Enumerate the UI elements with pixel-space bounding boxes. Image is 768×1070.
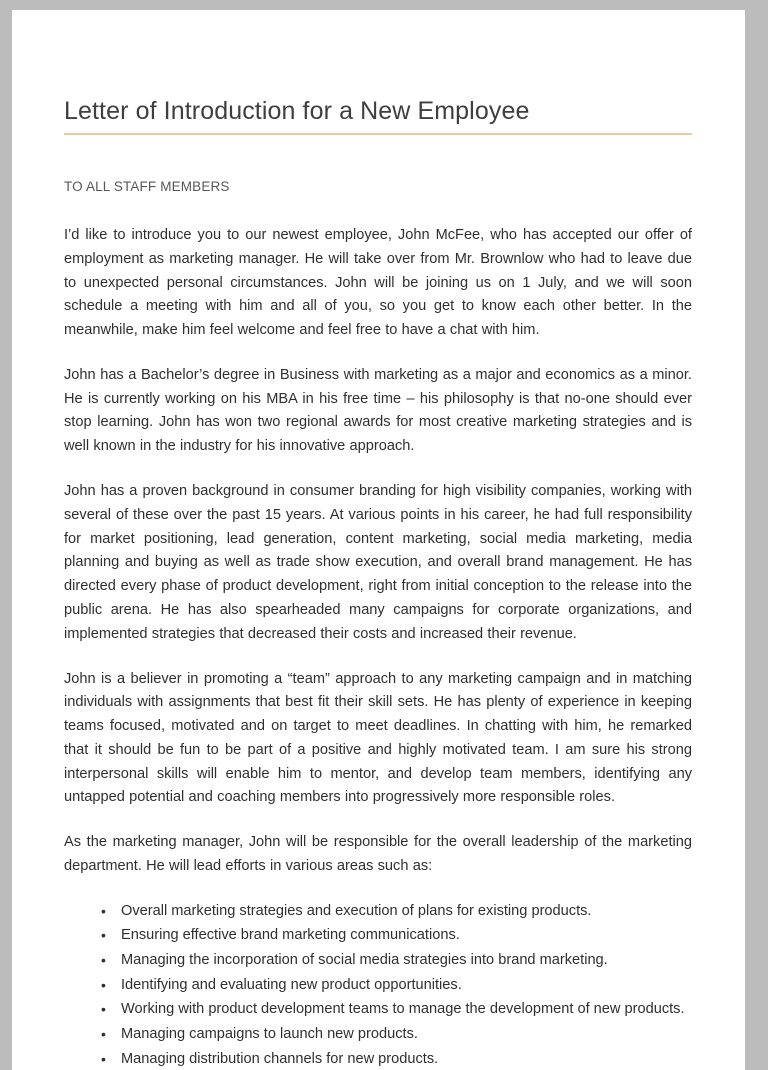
bullet-icon: • [101,952,106,969]
list-item [64,1023,692,1047]
list-item [64,974,692,998]
bullet-icon: • [101,927,106,944]
recipient-line: TO ALL STAFF MEMBERS [64,179,230,194]
list-item [64,949,692,973]
document-body [64,96,692,1070]
list-item-label: Identifying and evaluating new product opportunities. [121,976,462,993]
page-title: Letter of Introduction for a New Employee [64,97,530,125]
list-item [64,998,692,1022]
paragraph-intro: I’d like to introduce you to our newest employee, John McFee, who has accepted our offer of employment as marketing manager. He will take over from Mr. Brownlow who had to leave due to unexpected personal circumstances. John will be joining us on 1 July, and we will soon schedule a meeting with him and all of you, so you get to know each other better. In the meanwhile, make him feel welcome and feel free to have a chat with him. [64,227,692,339]
title-divider [64,133,692,135]
list-item [64,924,692,948]
list-item-label: Ensuring effective brand marketing communications. [121,927,460,944]
bullet-icon: • [101,1001,106,1018]
list-item-label: Working with product development teams to manage the development of new products. [121,1001,685,1018]
responsibilities-list [64,900,692,1070]
bullet-icon: • [101,1025,106,1042]
list-item-label: Managing distribution channels for new products. [121,1050,439,1067]
list-item-label: Overall marketing strategies and execution of plans for existing products. [121,902,592,919]
paragraph-education: John has a Bachelor’s degree in Business with marketing as a major and economics as a minor. He is currently working on his MBA in his free time – his philosophy is that no-one should ever stop learning. John has won two regional awards for most creative marketing strategies and is well known in the industry for his innovative approach. [64,366,692,455]
list-item-label: Managing the incorporation of social media strategies into brand marketing. [121,952,608,969]
list-item [64,900,692,924]
document-page [12,10,745,1070]
list-item-label: Managing campaigns to launch new products. [121,1025,418,1042]
paragraph-team-approach: John is a believer in promoting a “team” approach to any marketing campaign and in matching individuals with assignments that best fit their skill sets. He has plenty of experience in keeping teams focused, motivated and on target to meet deadlines. In chatting with him, he remarked that it should be fun to be part of a positive and highly motivated team. I am sure his strong interpersonal skills will enable him to mentor, and develop team members, identifying any untapped potential and coaching members into progressively more responsible roles. [64,670,692,806]
list-item [64,1048,692,1070]
bullet-icon: • [101,976,106,993]
paragraph-background: John has a proven background in consumer branding for high visibility companies, working with several of these over the past 15 years. At various points in his career, he had full responsibility for market positioning, lead generation, content marketing, social media marketing, media planning and buying as well as trade show execution, and overall brand management. He has directed every phase of product development, right from initial conception to the release into the public arena. He has also spearheaded many campaigns for corporate organizations, and implemented strategies that decreased their costs and increased their revenue. [64,483,692,642]
paragraph-responsibilities-intro: As the marketing manager, John will be responsible for the overall leadership of the marketing department. He will lead efforts in various areas such as: [64,834,692,874]
bullet-icon: • [101,1050,106,1067]
bullet-icon: • [101,902,106,919]
